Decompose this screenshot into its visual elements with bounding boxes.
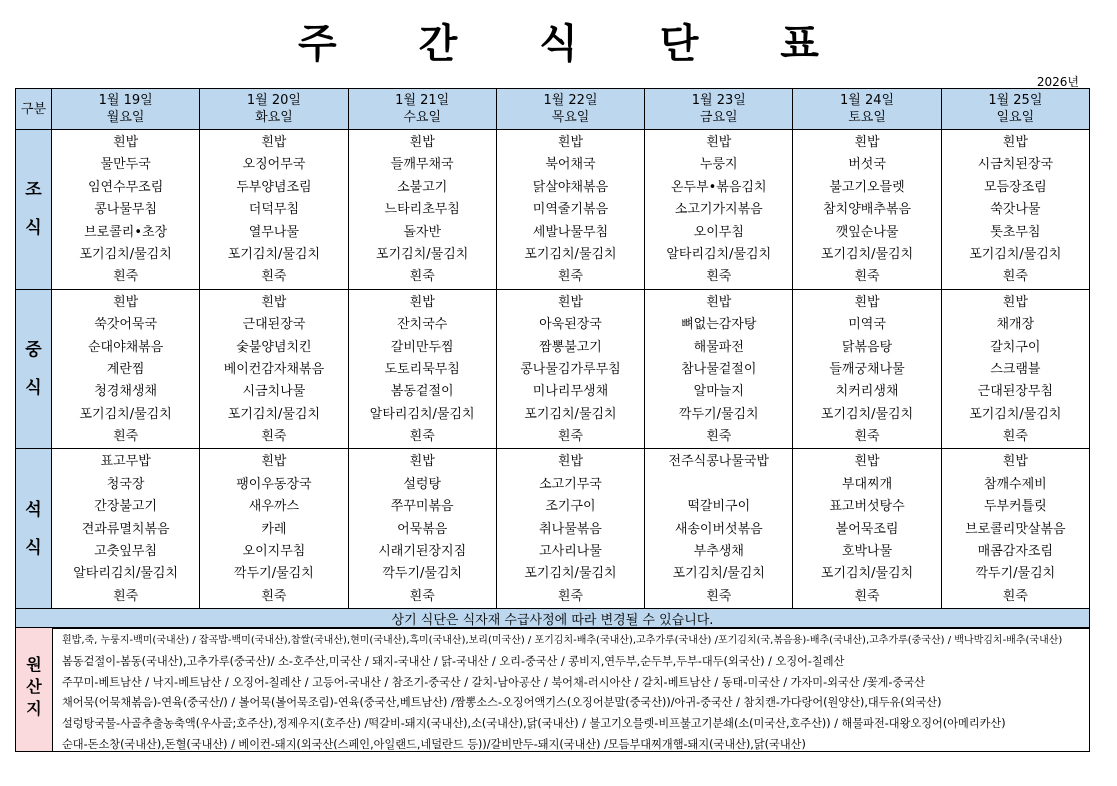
- menu-item: 부추생채: [693, 544, 744, 560]
- day-date: 1월 20일: [246, 93, 301, 108]
- menu-item: [645, 474, 792, 496]
- menu-item: 누룽지: [699, 157, 738, 173]
- menu-item: 순대야채볶음: [87, 339, 164, 355]
- menu-item: 고춧잎무침: [94, 544, 158, 560]
- meal-row-lunch: [16, 289, 1090, 449]
- header-row: [16, 89, 1090, 130]
- menu-item: 청경채생채: [94, 384, 158, 400]
- menu-cell: [645, 130, 793, 290]
- menu-item: 들깨무채국: [390, 157, 454, 173]
- menu-item: 포기김치/물김치: [969, 406, 1062, 422]
- menu-item: 깍두기/물김치: [382, 566, 463, 582]
- menu-item: 계란찜: [106, 361, 145, 377]
- menu-item: 흰죽: [409, 588, 435, 604]
- menu-item: 시금치나물: [242, 384, 306, 400]
- day-header-tue: [200, 89, 348, 130]
- menu-item: 흰밥: [854, 454, 880, 470]
- menu-item: 알마늘지: [693, 384, 744, 400]
- meal-label-breakfast: [16, 130, 52, 290]
- menu-item: 흰죽: [113, 429, 139, 445]
- menu-item: 열무나물: [248, 224, 300, 240]
- menu-item: 흰죽: [113, 269, 139, 285]
- menu-item: 흰죽: [261, 269, 287, 285]
- day-header-fri: [645, 89, 793, 130]
- menu-item: 물만두국: [100, 157, 151, 173]
- menu-item: 두부커틀릿: [983, 499, 1047, 515]
- origin-label-char: 원: [26, 655, 42, 674]
- day-header-sun: [941, 89, 1089, 130]
- menu-item: 포기김치/물김치: [524, 566, 617, 582]
- menu-item: 표고버섯탕수: [829, 499, 905, 515]
- menu-item: 흰죽: [1002, 269, 1028, 285]
- meal-label-lunch: [16, 289, 52, 449]
- meal-label-char: 조: [25, 180, 42, 201]
- menu-item: 흰죽: [706, 588, 732, 604]
- menu-item: 설렁탕: [403, 476, 442, 492]
- year-label: 2026년: [1036, 75, 1079, 89]
- menu-item: 닭볶음탕: [841, 339, 893, 355]
- menu-cell: [348, 130, 496, 290]
- menu-cell: [496, 130, 644, 290]
- menu-item: 흰밥: [706, 294, 732, 310]
- menu-cell: [793, 449, 941, 609]
- menu-table: [15, 88, 1090, 629]
- menu-item: 호박나물: [841, 544, 893, 560]
- menu-item: 흰밥: [409, 294, 435, 310]
- origin-label-char: 지: [26, 699, 42, 718]
- menu-item: 톳초무침: [990, 224, 1041, 240]
- day-header-mon: [52, 89, 200, 130]
- menu-item: 포기김치/물김치: [524, 406, 617, 422]
- menu-item: 부대찌개: [841, 476, 893, 492]
- meal-row-breakfast: [16, 130, 1090, 290]
- menu-item: 흰죽: [409, 429, 435, 445]
- menu-item: 숯불양념치킨: [236, 339, 312, 355]
- menu-cell: [793, 289, 941, 449]
- menu-cell: [52, 289, 200, 449]
- menu-item: 참치양배추볶음: [823, 202, 911, 218]
- menu-item: 콩나물김가루무침: [520, 361, 621, 377]
- menu-item: 흰밥: [113, 135, 139, 150]
- menu-item: 흰죽: [557, 269, 584, 285]
- menu-item: 포기김치/물김치: [376, 246, 469, 262]
- menu-item: 흰밥: [557, 454, 584, 470]
- origin-line: 설렁탕국물-사골추출농축액(우사골;호주산),정제우지(호주산) /떡갈비-돼지(국내산),소(국내산),닭(국내산) / 불고기오믈렛-비프불고기분쇄(소(미국산,호주산)) / 해물파전-대왕오징어(아메리카산): [62, 717, 1006, 731]
- day-date: 1월 23일: [691, 93, 746, 108]
- menu-item: 흰죽: [113, 588, 139, 604]
- meal-label-char: 중: [25, 340, 42, 361]
- menu-item: 소고기무국: [539, 476, 602, 492]
- menu-item: 알타리김치/물김치: [369, 406, 475, 422]
- menu-item: 떡갈비구이: [687, 499, 751, 515]
- menu-item: 흰밥: [854, 135, 880, 150]
- origin-label: [16, 628, 53, 751]
- menu-item: 흰밥: [557, 135, 584, 150]
- menu-item: 쑥갓나물: [990, 202, 1041, 218]
- menu-cell: [348, 449, 496, 609]
- menu-item: 흰밥: [706, 135, 732, 150]
- menu-item: 갈비만두찜: [390, 339, 454, 355]
- day-header-thu: [496, 89, 644, 130]
- day-of-week: 금요일: [699, 110, 738, 125]
- menu-item: 흰죽: [261, 429, 287, 445]
- menu-item: 전주식콩나물국밥: [668, 454, 769, 470]
- menu-cell: [52, 130, 200, 290]
- menu-item: 시래기된장지짐: [378, 544, 467, 560]
- menu-item: 미나리무생채: [532, 384, 609, 400]
- menu-item: 흰죽: [854, 429, 880, 445]
- origin-line: 주꾸미-베트남산 / 낙지-베트남산 / 오징어-칠레산 / 고등어-국내산 / 참조기-중국산 / 갈치-남아공산 / 북어채-러시아산 / 갈치-베트남산 / 동태-미국산 / 가자미-외국산 /꽃게-중국산: [62, 675, 925, 689]
- day-of-week: 일요일: [996, 110, 1035, 125]
- page-title: 주 간 식 단 표: [298, 21, 853, 67]
- menu-item: 오이무침: [693, 224, 744, 240]
- menu-item: 팽이우동장국: [236, 476, 312, 492]
- menu-item: 견과류멸치볶음: [81, 521, 170, 537]
- menu-cell: [645, 289, 793, 449]
- menu-item: 쭈꾸미볶음: [390, 499, 454, 515]
- menu-item: 흰밥: [113, 294, 139, 310]
- origin-line: 봄동겉절이-봄동(국내산),고추가루(중국산)/ 소-호주산,미국산 / 돼지-국내산 / 닭-국내산 / 오리-중국산 / 콩비지,연두부,순두부,두부-대두(외국산) / 오징어-칠레산: [62, 654, 845, 668]
- menu-item: 브로콜리맛살볶음: [965, 521, 1066, 537]
- menu-cell: [496, 449, 644, 609]
- menu-item: 미역국: [848, 317, 886, 333]
- day-header-sat: [793, 89, 941, 130]
- menu-cell: [200, 449, 348, 609]
- menu-item: 미역줄기볶음: [532, 202, 609, 218]
- menu-item: 참나물겉절이: [681, 361, 757, 377]
- menu-item: 알타리김치/물김치: [73, 566, 179, 582]
- menu-item: 새송이버섯볶음: [674, 521, 763, 537]
- menu-item: 도토리묵무침: [384, 361, 460, 377]
- menu-item: 잔치국수: [397, 317, 448, 333]
- menu-item: 표고무밥: [100, 454, 151, 470]
- menu-item: 흰밥: [261, 454, 287, 470]
- menu-item: 흰죽: [854, 588, 880, 604]
- menu-item: 임연수무조림: [87, 179, 164, 195]
- meal-row-dinner: [16, 449, 1090, 609]
- menu-cell: [348, 289, 496, 449]
- menu-item: 흰죽: [261, 588, 287, 604]
- menu-item: 흰죽: [557, 588, 584, 604]
- menu-item: 소불고기: [397, 179, 448, 195]
- menu-item: 브로콜리•초장: [84, 224, 168, 240]
- menu-item: 근대된장국: [242, 317, 306, 333]
- menu-item: 짬뽕불고기: [539, 339, 602, 355]
- menu-cell: [793, 130, 941, 290]
- menu-item: 흰죽: [854, 269, 880, 285]
- origin-section: [15, 627, 1090, 752]
- menu-item: 포기김치/물김치: [820, 406, 914, 422]
- menu-item: 들깨궁채나물: [829, 361, 905, 377]
- menu-item: 치커리생채: [835, 384, 899, 400]
- menu-item: 새우까스: [248, 499, 300, 515]
- origin-line: 채어묵(어묵채볶음)-연육(중국산/) / 볼어묵(볼어묵조림)-연육(중국산,베트남산) /짬뽕소스-오징어액기스(오징어분말(중국산))/아귀-중국산 / 참치캔-가다랑어(원양산),대두유(외국산): [62, 696, 942, 710]
- menu-item: 깍두기/물김치: [975, 566, 1056, 582]
- menu-item: 근대된장무침: [977, 384, 1054, 400]
- menu-item: 소고기가지볶음: [674, 202, 763, 218]
- menu-item: 두부양념조림: [236, 179, 312, 195]
- day-date: 1월 21일: [395, 93, 450, 108]
- menu-item: 깍두기/물김치: [678, 406, 759, 422]
- menu-item: 조기구이: [545, 499, 596, 515]
- menu-item: 어묵볶음: [397, 521, 448, 537]
- menu-cell: [941, 449, 1089, 609]
- menu-item: 볼어묵조림: [835, 521, 899, 537]
- menu-item: 채개장: [996, 317, 1035, 333]
- menu-item: 뼈없는감자탕: [681, 317, 757, 333]
- notice-banner: 상기 식단은 식자재 수급사정에 따라 변경될 수 있습니다.: [16, 609, 1090, 629]
- menu-cell: [941, 289, 1089, 449]
- menu-item: 흰밥: [261, 135, 287, 150]
- menu-item: 버섯국: [848, 157, 886, 173]
- menu-item: 세발나물무침: [532, 224, 609, 240]
- origin-line: 흰밥,죽, 누룽지-백미(국내산) / 잡곡밥-백미(국내산),찹쌀(국내산),현미(국내산),흑미(국내산),보리(미국산) / 포기김치-배추(국내산),고추가루(국내산) /포기김치(국,볶음용)-배추(국내산),고추가루(중국산) / 백나박김치-배추(국내산): [62, 635, 1063, 646]
- menu-item: 흰밥: [261, 294, 287, 310]
- meal-label-dinner: [16, 449, 52, 609]
- menu-item: 해물파전: [693, 339, 744, 355]
- menu-item: 포기김치/물김치: [79, 406, 172, 422]
- day-header-wed: [348, 89, 496, 130]
- menu-item: 오이지무침: [242, 544, 306, 560]
- menu-item: 스크램블: [990, 361, 1041, 377]
- gubun-header: 구분: [16, 89, 52, 130]
- menu-item: 불고기오믈렛: [829, 179, 905, 195]
- menu-item: 흰죽: [706, 269, 732, 285]
- day-of-week: 목요일: [551, 110, 590, 125]
- menu-item: 아욱된장국: [539, 317, 602, 333]
- meal-label-char: 석: [25, 499, 42, 520]
- menu-item: 흰죽: [409, 269, 435, 285]
- menu-item: 깍두기/물김치: [234, 566, 314, 582]
- origin-line: 순대-돈소창(국내산),돈혈(국내산) / 베이컨-돼지(외국산(스페인,아일랜드,네덜란드 등))/갈비만두-돼지(국내산) /모듬부대찌개햄-돼지(국내산),닭(국내산): [62, 737, 806, 751]
- menu-item: 모듬장조림: [983, 179, 1047, 195]
- menu-item: 오징어무국: [242, 157, 306, 173]
- menu-item: 북어채국: [545, 157, 596, 173]
- menu-item: 흰밥: [1002, 294, 1028, 310]
- day-date: 1월 25일: [988, 93, 1043, 108]
- menu-item: 베이컨감자채볶음: [223, 361, 325, 377]
- menu-item: 포기김치/물김치: [820, 246, 914, 262]
- menu-item: 쑥갓어묵국: [94, 317, 158, 333]
- menu-item: 갈치구이: [990, 339, 1041, 355]
- menu-item: 흰밥: [409, 135, 435, 150]
- menu-item: 포기김치/물김치: [79, 246, 172, 262]
- menu-cell: [941, 130, 1089, 290]
- menu-item: 포기김치/물김치: [227, 246, 321, 262]
- menu-item: 카레: [261, 521, 287, 537]
- menu-item: 청국장: [106, 476, 145, 492]
- menu-item: 느타리초무침: [384, 202, 460, 218]
- menu-item: 더덕무침: [248, 202, 300, 218]
- day-of-week: 월요일: [106, 110, 145, 125]
- meal-label-char: 식: [25, 537, 42, 558]
- meal-label-char: 식: [25, 378, 42, 399]
- menu-item: 봄동겉절이: [390, 384, 454, 400]
- menu-item: 시금치된장국: [977, 157, 1054, 173]
- menu-cell: [645, 449, 793, 609]
- menu-item: 포기김치/물김치: [524, 246, 617, 262]
- menu-item: 흰밥: [1002, 135, 1028, 150]
- menu-item: 참깨수제비: [983, 476, 1047, 492]
- menu-item: 매콤감자조림: [977, 544, 1054, 560]
- menu-item: 고사리나물: [539, 544, 602, 560]
- menu-cell: [200, 130, 348, 290]
- menu-item: 돌자반: [403, 224, 442, 240]
- origin-lines: [62, 631, 1087, 756]
- menu-cell: [200, 289, 348, 449]
- day-of-week: 토요일: [848, 110, 886, 125]
- menu-item: 포기김치/물김치: [969, 246, 1062, 262]
- menu-item: 깻잎순나물: [835, 224, 899, 240]
- menu-item: 알타리김치/물김치: [666, 246, 772, 262]
- menu-item: 포기김치/물김치: [672, 566, 765, 582]
- menu-item: 온두부•볶음김치: [670, 179, 767, 195]
- menu-item: 흰밥: [1002, 454, 1028, 470]
- day-of-week: 화요일: [255, 110, 293, 125]
- menu-item: 간장불고기: [94, 499, 158, 515]
- menu-cell: [52, 449, 200, 609]
- day-date: 1월 24일: [840, 93, 895, 108]
- menu-item: 흰죽: [557, 429, 584, 445]
- day-date: 1월 19일: [98, 93, 153, 108]
- menu-item: 흰죽: [706, 429, 732, 445]
- menu-cell: [496, 289, 644, 449]
- menu-item: 흰밥: [854, 294, 880, 310]
- meal-label-char: 식: [25, 218, 42, 239]
- menu-item: 포기김치/물김치: [820, 566, 914, 582]
- menu-item: 취나물볶음: [539, 521, 602, 537]
- day-of-week: 수요일: [403, 110, 442, 125]
- day-date: 1월 22일: [543, 93, 598, 108]
- menu-item: 콩나물무침: [94, 202, 158, 218]
- menu-item: 닭살야채볶음: [532, 179, 609, 195]
- menu-item: 흰죽: [1002, 588, 1028, 604]
- menu-item: 포기김치/물김치: [227, 406, 321, 422]
- menu-item: 흰밥: [557, 294, 584, 310]
- menu-item: 흰밥: [409, 454, 435, 470]
- origin-label-char: 산: [26, 677, 42, 696]
- menu-item: 흰죽: [1002, 429, 1028, 445]
